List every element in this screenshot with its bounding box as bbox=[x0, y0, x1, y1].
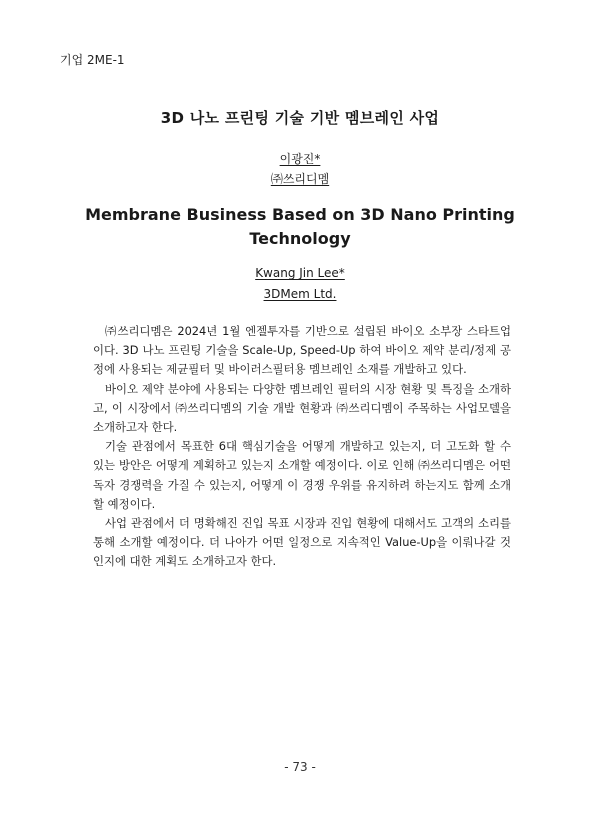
english-affiliation-line bbox=[0, 287, 600, 301]
korean-author-line bbox=[0, 150, 600, 167]
english-title bbox=[0, 203, 600, 251]
abstract-paragraph: 기술 관점에서 목표한 6대 핵심기술을 어떻게 개발하고 있는지, 더 고도화 할 수 있는 방안은 어떻게 계획하고 있는지 소개할 예정이다. 이로 인해 ㈜쓰리디멤은 어떤 독자 경쟁력을 가질 수 있는지, 어떻게 이 경쟁 우위를 유지하려 하는지도 함께 소개할 예정이다. bbox=[93, 439, 511, 511]
english-affiliation: 3DMem Ltd. bbox=[263, 287, 337, 301]
english-title-line-2: Technology bbox=[249, 229, 351, 248]
korean-title: 3D 나노 프린팅 기술 기반 멤브레인 사업 bbox=[160, 109, 440, 127]
english-author-line bbox=[0, 266, 600, 280]
page-number: - 73 - bbox=[284, 760, 316, 774]
korean-author: 이광진* bbox=[279, 152, 321, 166]
english-author: Kwang Jin Lee* bbox=[255, 266, 345, 280]
abstract-paragraph: 사업 관점에서 더 명확해진 진입 목표 시장과 진입 현황에 대해서도 고객의 소리를 통해 소개할 예정이다. 더 나아가 어떤 일정으로 지속적인 Value-Up을 이뤄나갈 것인지에 대한 계획도 소개하고자 한다. bbox=[93, 516, 511, 569]
session-code: 기업 2ME-1 bbox=[60, 53, 125, 67]
korean-affiliation: ㈜쓰리디멤 bbox=[270, 172, 330, 186]
abstract-paragraph: 바이오 제약 분야에 사용되는 다양한 멤브레인 필터의 시장 현황 및 특징을 소개하고, 이 시장에서 ㈜쓰리디멤의 기술 개발 현황과 ㈜쓰리디멤이 주목하는 사업모델을 소개하고자 한다. bbox=[93, 381, 511, 435]
abstract-body bbox=[93, 322, 511, 572]
english-title-line-1: Membrane Business Based on 3D Nano Printing bbox=[85, 205, 515, 224]
abstract-paragraph: ㈜쓰리디멤은 2024년 1월 엔젤투자를 기반으로 설립된 바이오 소부장 스타트업이다. 3D 나노 프린팅 기술을 Scale-Up, Speed-Up 하여 바이오 제약 분리/정제 공정에 사용되는 제균필터 및 바이러스필터용 멤브레인 소재를 개발하고 있다. bbox=[93, 324, 511, 377]
korean-affiliation-line bbox=[0, 170, 600, 187]
